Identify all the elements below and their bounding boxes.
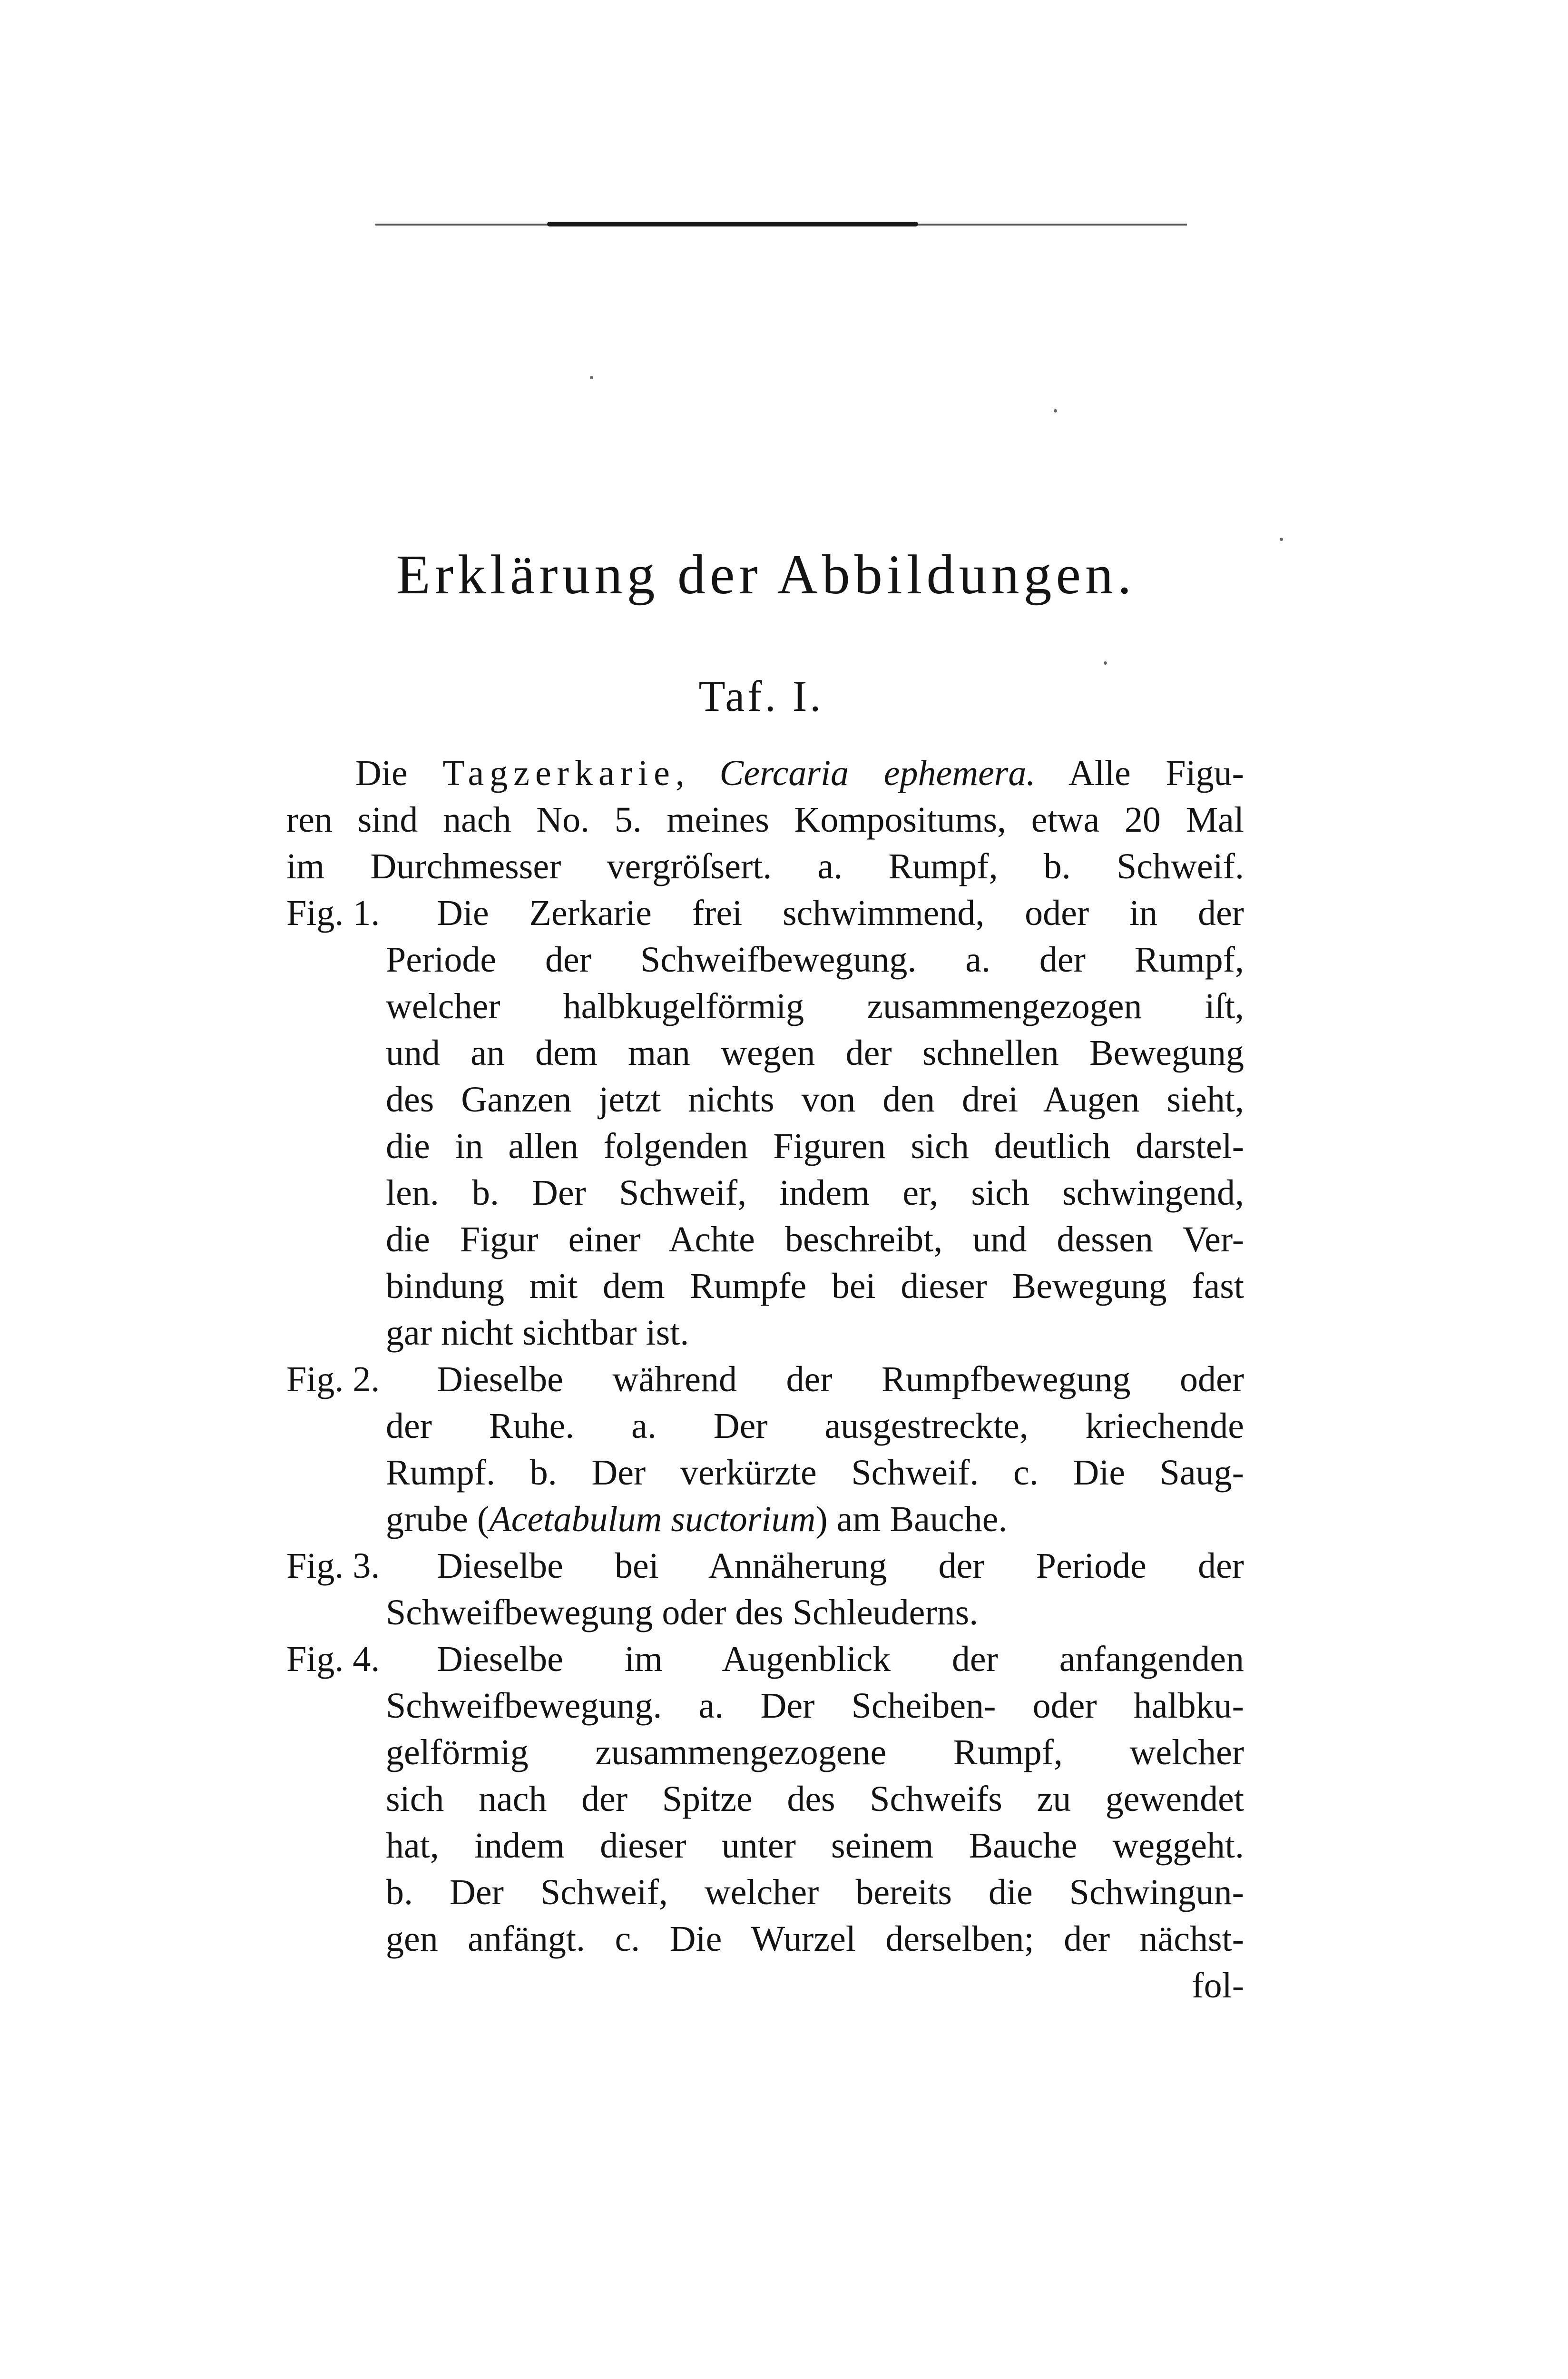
figure-line: der Ruhe. a. Der ausgestreckte, kriechende	[386, 1406, 1244, 1446]
scan-speck	[1054, 409, 1057, 413]
intro-line: im Durchmesser vergröſsert. a. Rumpf, b. Schweif.	[286, 846, 1244, 886]
figure-line: bindung mit dem Rumpfe bei dieser Bewegung fast	[386, 1266, 1244, 1306]
figure-line: sich nach der Spitze des Schweifs zu gewendet	[386, 1779, 1244, 1819]
figure-label: Fig. 2.	[286, 1359, 380, 1399]
figure-line: gelförmig zusammengezogene Rumpf, welcher	[386, 1732, 1244, 1772]
figure-line: und an dem man wegen der schnellen Bewegung	[386, 1033, 1244, 1073]
figure-line: Dieselbe bei Annäherung der Periode der	[437, 1546, 1244, 1586]
figure-entry-3	[286, 1543, 1244, 1589]
figure-line: Schweifbewegung oder des Schleuderns.	[386, 1593, 979, 1632]
figure-line: len. b. Der Schweif, indem er, sich schwingend,	[386, 1173, 1244, 1213]
figure-label: Fig. 4.	[286, 1639, 380, 1679]
catchword: fol-	[1192, 1966, 1244, 2005]
text: Alle Figu-	[1035, 753, 1244, 793]
figure-line: b. Der Schweif, welcher bereits die Schwingun-	[386, 1872, 1244, 1912]
figure-line: die Figur einer Achte beschreibt, und dessen Ver-	[386, 1219, 1244, 1259]
spaced-term: Tagzerkarie	[442, 753, 676, 793]
figure-line: des Ganzen jetzt nichts von den drei Augen sieht,	[386, 1080, 1244, 1120]
figure-label: Fig. 3.	[286, 1546, 380, 1586]
figure-entry-1	[286, 890, 1244, 936]
figure-line: welcher halbkugelförmig zusammengezogen iſt,	[386, 986, 1244, 1026]
figure-label: Fig. 1.	[286, 893, 380, 933]
figure-line: hat, indem dieser unter seinem Bauche weggeht.	[386, 1826, 1244, 1866]
figure-entry-4	[286, 1636, 1244, 1682]
figure-line: Dieselbe während der Rumpfbewegung oder	[437, 1359, 1244, 1399]
figure-line: Periode der Schweifbewegung. a. der Rumpf,	[386, 940, 1244, 980]
scan-speck	[1104, 661, 1107, 665]
figure-line	[386, 1496, 1244, 1543]
figure-line: Schweifbewegung. a. Der Scheiben- oder halbku-	[386, 1686, 1244, 1726]
figure-line: gar nicht sichtbar ist.	[386, 1313, 689, 1353]
figure-line: Rumpf. b. Der verkürzte Schweif. c. Die Saug-	[386, 1453, 1244, 1493]
latin-name: Cercaria ephemera.	[719, 753, 1036, 793]
explanation-text	[286, 750, 1244, 2009]
page-title: Erklärung der Abbildungen.	[396, 543, 1136, 606]
figure-entry-2	[286, 1356, 1244, 1403]
plate-heading: Taf. I.	[698, 672, 824, 720]
text: Die	[355, 753, 443, 793]
figure-line: die in allen folgenden Figuren sich deutlich darstel-	[386, 1126, 1244, 1166]
text: ,	[675, 753, 720, 793]
figure-line: gen anfängt. c. Die Wurzel derselben; der nächst-	[386, 1919, 1244, 1959]
decorative-rule-center	[547, 222, 918, 226]
intro-line: ren sind nach No. 5. meines Kompositums, etwa 20 Mal	[286, 800, 1244, 840]
intro-line	[355, 750, 1244, 796]
figure-line: Dieselbe im Augenblick der anfangenden	[437, 1639, 1244, 1679]
figure-line: Die Zerkarie frei schwimmend, oder in der	[437, 893, 1244, 933]
text: ) am Bauche.	[815, 1499, 1008, 1539]
text: grube (	[386, 1499, 490, 1539]
latin-name: Acetabulum suctorium	[489, 1499, 816, 1539]
scan-speck	[1280, 538, 1283, 541]
scan-speck	[590, 376, 593, 379]
